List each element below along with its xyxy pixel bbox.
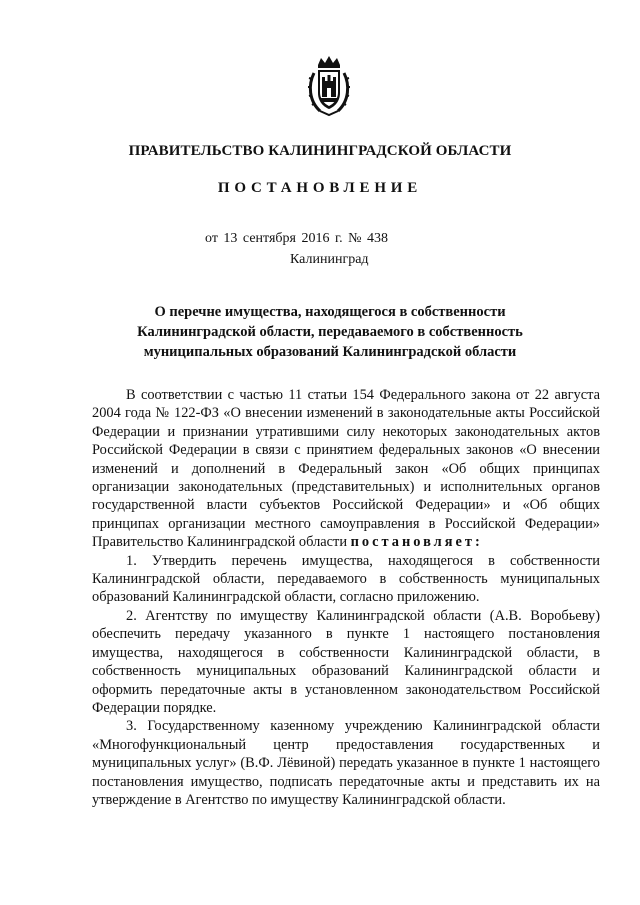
government-name: ПРАВИТЕЛЬСТВО КАЛИНИНГРАДСКОЙ ОБЛАСТИ [128,143,512,159]
document-body [92,386,600,809]
document-title [110,302,550,362]
city-name: Калининград [290,252,369,267]
item-paragraph: 1. Утвердить перечень имущества, находящегося в собственности Калининградской области, передаваемого в собственность муниципальных образований Калининградской области, согласно приложению. [92,552,600,606]
document-type: ПОСТАНОВЛЕНИЕ [217,180,423,196]
title-line: муниципальных образований Калининградской области [143,344,517,360]
resolves-word: постановляет: [350,534,483,551]
preamble-paragraph [92,386,600,552]
title-line: О перечне имущества, находящегося в собственности [154,304,506,320]
preamble-text: В соответствии с частью 11 статьи 154 Федерального закона от 22 августа 2004 года № 122-ФЗ «О внесении изменений в законодательные акты Российской Федерации и признании утратившими силу некоторых законодательных актов Российской Федерации в связи с принятием федеральных законов «О внесении изменений и дополнений в Федеральный закон «Об общих принципах организации законодательных (представительных) и исполнительных органов государственной власти субъектов Российской Федерации» и «Об общих принципах организации местного самоуправления в Российской Федерации» Правительство Калининградской области [92,387,600,551]
item-paragraph: 2. Агентству по имуществу Калининградской области (А.В. Воробьеву) обеспечить передачу указанного в пункте 1 настоящего постановления имущества, находящегося в собственности Калининградской области, в собственность муниципальных образований Калининградской области и оформить передаточные акты в установленном законодательством Российской Федерации порядке. [92,607,600,716]
date-and-number: от 13 сентября 2016 г. № 438 [205,231,388,246]
title-line: Калининградской области, передаваемого в собственность [137,324,523,340]
coat-of-arms-emblem-icon [306,55,352,117]
item-paragraph: 3. Государственному казенному учреждению Калининградской области «Многофункциональный центр предоставления государственных и муниципальных услуг» (В.Ф. Лёвиной) передать указанное в пункте 1 настоящего постановления имущество, подписать передаточные акты и представить их на утверждение в Агентство по имуществу Калининградской области. [92,718,600,808]
